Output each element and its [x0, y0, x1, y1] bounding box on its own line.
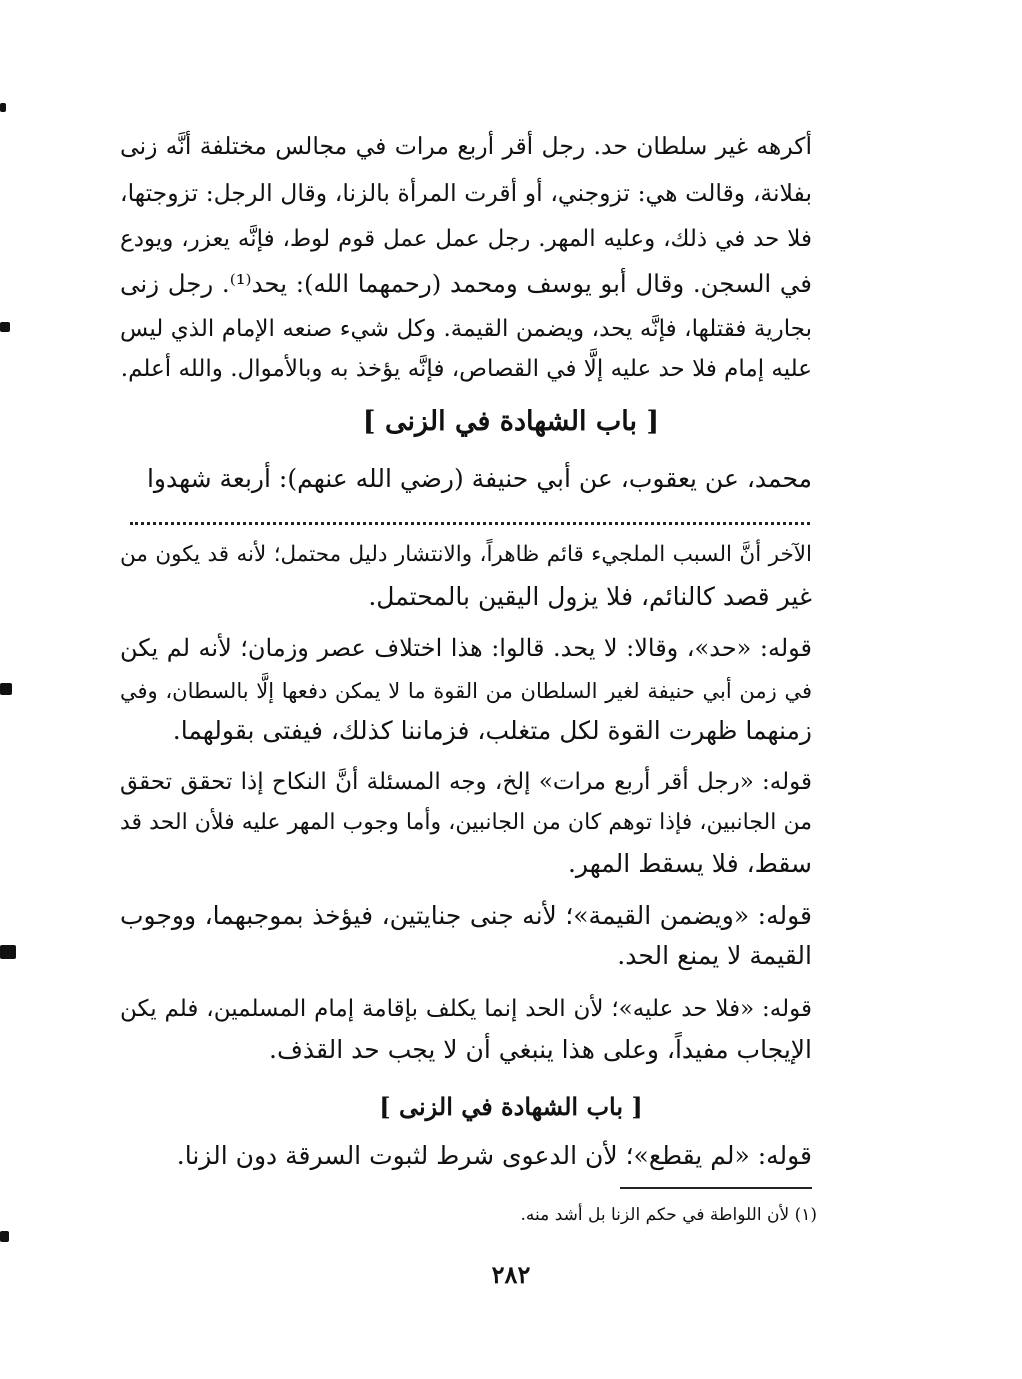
- commentary-line: القيمة لا يمنع الحد.: [617, 941, 812, 970]
- main-text-line: في السجن. وقال أبو يوسف ومحمد (رحمهما الله): يحد⁽¹⁾. رجل زنى: [120, 269, 813, 298]
- main-text-line: فلا حد في ذلك، وعليه المهر. رجل عمل عمل قوم لوط، فإنَّه يعزر، ويودع: [120, 226, 812, 252]
- commentary-line: في زمن أبي حنيفة لغير السلطان من القوة ما لا يمكن دفعها إلَّا بالسطان، وفي: [120, 679, 812, 703]
- scan-mark: [0, 322, 10, 332]
- dotted-separator: [130, 510, 810, 525]
- chapter-opening-line: محمد، عن يعقوب، عن أبي حنيفة (رضي الله عنهم): أربعة شهدوا: [146, 464, 812, 493]
- commentary-line: زمنهما ظهرت القوة لكل متغلب، فزماننا كذلك، فيفتى بقولهما.: [172, 716, 812, 745]
- commentary-line: قوله: «فلا حد عليه»؛ لأن الحد إنما يكلف بإقامة إمام المسلمين، فلم يكن: [120, 996, 812, 1022]
- commentary-line: قوله: «حد»، وقالا: لا يحد. قالوا: هذا اختلاف عصر وزمان؛ لأنه لم يكن: [120, 634, 812, 662]
- footnote: (١) لأن اللواطة في حكم الزنا بل أشد منه.: [520, 1205, 817, 1225]
- scan-mark: [0, 683, 12, 695]
- scan-mark: [0, 945, 16, 959]
- footnote-rule: [620, 1187, 812, 1189]
- commentary-line: غير قصد كالنائم، فلا يزول اليقين بالمحتمل.: [368, 582, 812, 611]
- main-text-line: عليه إمام فلا حد عليه إلَّا في القصاص، فإنَّه يؤخذ به وبالأموال. والله أعلم.: [120, 356, 812, 382]
- scan-mark: [0, 103, 6, 112]
- commentary-line: سقط، فلا يسقط المهر.: [567, 849, 812, 878]
- commentary-line: من الجانبين، فإذا توهم كان من الجانبين، وأما وجوب المهر عليه فلأن الحد قد: [120, 810, 812, 835]
- main-text-line: بفلانة، وقالت هي: تزوجني، أو أقرت المرأة بالزنا، وقال الرجل: تزوجتها،: [120, 179, 812, 207]
- commentary-line: الآخر أنَّ السبب الملجيء قائم ظاهراً، والانتشار دليل محتمل؛ لأنه قد يكون من: [120, 542, 812, 567]
- commentary-line: قوله: «ويضمن القيمة»؛ لأنه جنى جنايتين، فيؤخذ بموجبهما، ووجوب: [120, 901, 812, 930]
- commentary-line: الإيجاب مفيداً، وعلى هذا ينبغي أن لا يجب حد القذف.: [269, 1035, 812, 1064]
- commentary-line: قوله: «لم يقطع»؛ لأن الدعوى شرط لثبوت السرقة دون الزنا.: [176, 1141, 812, 1170]
- commentary-heading: [ باب الشهادة في الزنى ]: [379, 1092, 643, 1121]
- page-number: ٢٨٢: [491, 1260, 531, 1289]
- chapter-heading: [ باب الشهادة في الزنى ]: [362, 406, 660, 437]
- commentary-line: قوله: «رجل أقر أربع مرات» إلخ، وجه المسئلة أنَّ النكاح إذا تحقق تحقق: [120, 769, 812, 795]
- main-text-line: بجارية فقتلها، فإنَّه يحد، ويضمن القيمة. وكل شيء صنعه الإمام الذي ليس: [120, 316, 812, 342]
- scan-mark: [0, 1231, 9, 1242]
- main-text-line: أكرهه غير سلطان حد. رجل أقر أربع مرات في مجالس مختلفة أنَّه زنى: [120, 132, 812, 160]
